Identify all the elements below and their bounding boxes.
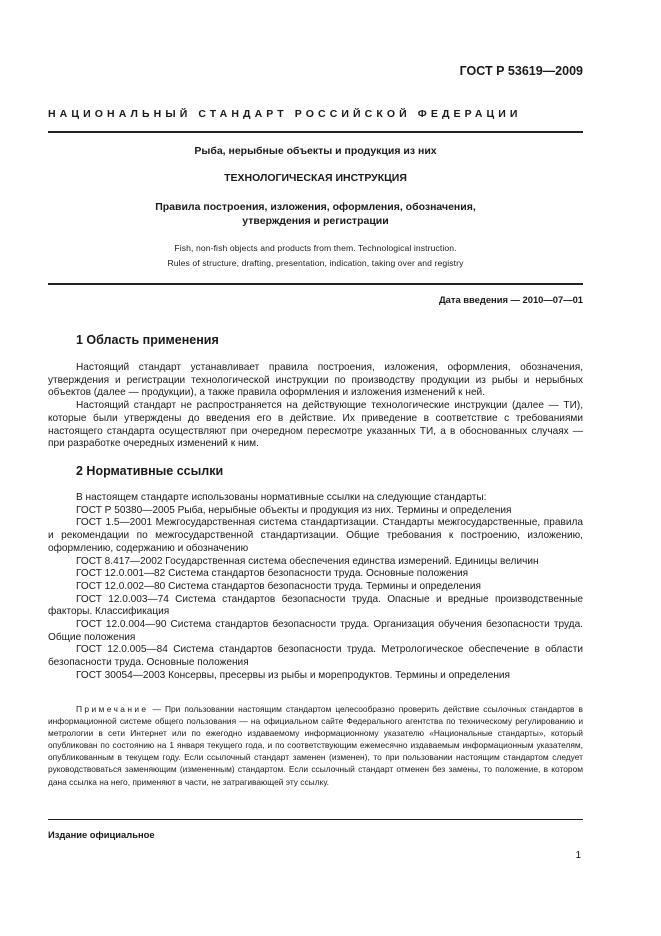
note-text: — При пользовании настоящим стандартом целесообразно проверить действие ссылочных стандартов в информационной системе общего пользования — на официальном сайте Федерального агентства по техническому регулированию и метрологии в сети Интернет или по ежегодно издаваемому информационному указателю «Национальные стандарты», который опубликован по состоянию на 1 января текущего года, и по соответствующим ежемесячно издаваемым информационным указателям, опубликованным в текущем году. Если ссылочный стандарт заменен (изменен), то при пользовании настоящим стандартом следует руководствоваться заменяющим (измененным) стандартом. Если ссылочный стандарт отменен без замены, то положение, в котором дана ссылка на него, применяют в части, не затрагивающей эту ссылку. [48, 704, 583, 787]
page-number: 1 [575, 850, 581, 861]
english-title-line-2: Rules of structure, drafting, presentation, indication, taking over and registry [167, 258, 464, 268]
section-2-heading: 2 Нормативные ссылки [76, 464, 224, 478]
reference-item: ГОСТ 12.0.005—84 Система стандартов безопасности труда. Метрологическое обеспечение в области безопасности труда. Основные положения [48, 644, 583, 669]
top-rule [48, 131, 583, 133]
section-2-body [48, 492, 583, 683]
reference-item: ГОСТ 12.0.001—82 Система стандартов безопасности труда. Основные положения [76, 568, 469, 580]
note-label: Примечание [76, 704, 149, 714]
english-title-line-1: Fish, non-fish objects and products from them. Technological instruction. [174, 243, 457, 253]
reference-item: ГОСТ 12.0.004—90 Система стандартов безопасности труда. Организация обучения безопасности труда. Общие положения [48, 619, 583, 643]
english-title [60, 241, 571, 271]
section-1-body [48, 362, 583, 451]
standard-code: ГОСТ Р 53619—2009 [459, 64, 583, 78]
section-2-intro: В настоящем стандарте использованы нормативные ссылки на следующие стандарты: [76, 492, 487, 503]
section-1-paragraph-2: Настоящий стандарт не распространяется на действующие технологические инструкции (далее — ТИ), которые были утверждены до введения его в действие. Их приведение в соответствие с требованиями настоящего стандарта осуществляют при очередном пересмотре указанных ТИ, а в обоснованных случаях — при разработке очередных изменений к ним. [48, 400, 583, 450]
title-line-1: Рыба, нерыбные объекты и продукция из них [194, 145, 437, 157]
reference-item: ГОСТ 30054—2003 Консервы, пресервы из рыбы и морепродуктов. Термины и определения [76, 669, 511, 681]
note-block [48, 703, 583, 788]
reference-item: ГОСТ Р 50380—2005 Рыба, нерыбные объекты и продукция из них. Термины и определения [76, 504, 512, 516]
title-line-2: ТЕХНОЛОГИЧЕСКАЯ ИНСТРУКЦИЯ [224, 172, 407, 184]
title-bottom-rule [48, 283, 583, 285]
introduction-date: Дата введения — 2010—07—01 [438, 294, 583, 305]
reference-item: ГОСТ 12.0.003—74 Система стандартов безопасности труда. Опасные и вредные производственные факторы. Классификация [48, 593, 583, 618]
reference-item: ГОСТ 12.0.002—80 Система стандартов безопасности труда. Термины и определения [76, 580, 481, 592]
national-standard-banner: НАЦИОНАЛЬНЫЙ СТАНДАРТ РОССИЙСКОЙ ФЕДЕРАЦИИ [48, 108, 522, 120]
official-edition-label: Издание официальное [48, 829, 155, 840]
footer-rule [48, 819, 583, 820]
title-line-3 [60, 200, 571, 228]
reference-item: ГОСТ 1.5—2001 Межгосударственная система стандартизации. Стандарты межгосударственные, правила и рекомендации по межгосударственной стандартизации. Общие требования к построению, изложению, оформлению, содержанию и обозначению [48, 517, 583, 554]
reference-item: ГОСТ 8.417—2002 Государственная система обеспечения единства измерений. Единицы величин [76, 555, 539, 567]
section-1-heading: 1 Область применения [76, 333, 219, 347]
section-1-paragraph-1: Настоящий стандарт устанавливает правила построения, изложения, оформления, обозначения, утверждения и регистрации технологической инструкции по производству продукции из рыбы и нерыбных объектов (далее — продукции), а также правила оформления и изложения изменений к ней. [48, 362, 583, 399]
title-line-3a: Правила построения, изложения, оформления, обозначения, [155, 201, 476, 213]
title-line-3b: утверждения и регистрации [242, 215, 389, 227]
